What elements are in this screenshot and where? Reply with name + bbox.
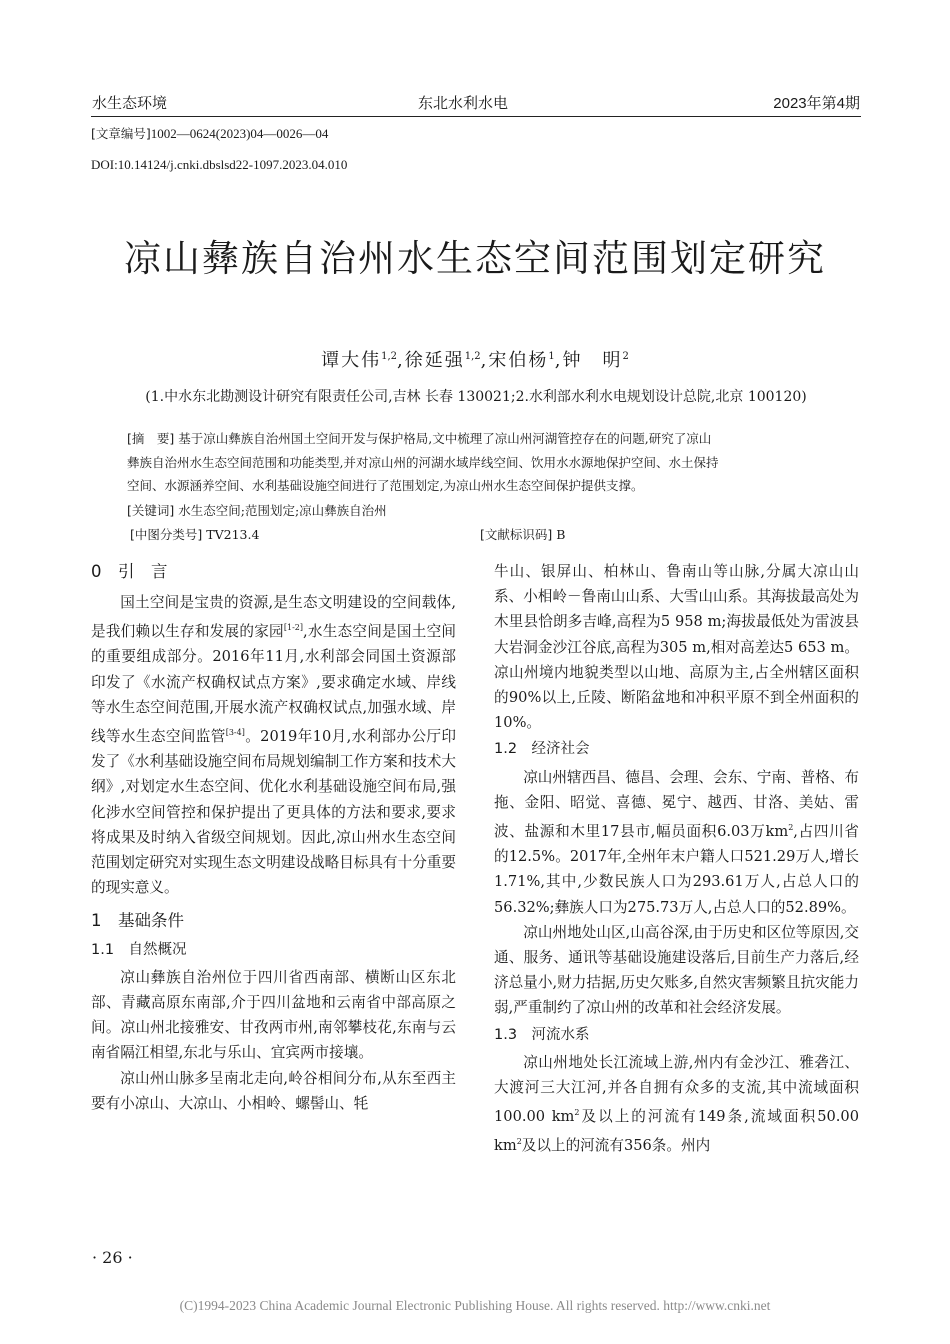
subsection-heading: 1.2 经济社会 (494, 741, 590, 758)
journal-name: 东北水利水电 (418, 95, 509, 112)
author-name: 谭大伟 (321, 350, 382, 371)
paragraph: 凉山州辖西昌、德昌、会理、会东、宁南、普格、布拖、金阳、昭觉、喜德、冕宁、越西、甘洛、美姑、雷波、盐源和木里17县市,幅员面积6.03万$km^2$,占四川省的12.5%。2017年,全州年末户籍人口521.29万人,增长1.71%,其中,少数民族人口为293.61万人,占总人口的56.32%;彝族人口为275.73万人,占总人口的52.89%。 (494, 768, 859, 916)
abstract (127, 427, 827, 498)
keywords-label: [关键词] (127, 503, 175, 518)
header-rule (91, 116, 861, 117)
author-affil-mark: 2 (622, 351, 629, 362)
author-name: 宋伯杨 (488, 350, 549, 371)
clc-label: [中图分类号] (130, 527, 203, 542)
journal-section: 水生态环境 (92, 95, 168, 112)
article-number-label: [文章编号] (91, 126, 151, 141)
abstract-label: [摘 要] (127, 431, 175, 446)
author-affil-mark: 1,2 (381, 351, 398, 362)
keywords-text: 水生态空间;范围划定;凉山彝族自治州 (178, 503, 387, 518)
keywords (127, 499, 827, 523)
doc-code-value: B (556, 527, 566, 542)
citation: [1-2] (283, 623, 303, 633)
doi: DOI:10.14124/j.cnki.dbslsd22-1097.2023.04.010 (91, 157, 348, 172)
paragraph: 国土空间是宝贵的资源,是生态文明建设的空间载体,是我们赖以生存和发展的家园[1-2],水生态空间是国土空间的重要组成部分。2016年11月,水利部会同国土资源部印发了《水流产权确权试点方案》,要求确定水域、岸线等水生态空间范围,开展水流产权确权试点,加强水域、岸线等水生态空间监管[3-4]。2019年10月,水利部办公厅印发了《水利基础设施空间布局规划编制工作方案和技术大纲》,对划定水生态空间、优化水利基础设施空间布局,强化涉水空间管控和保护提出了更具体的方法和要求,要求将成果及时纳入省级空间规划。因此,凉山州水生态空间范围划定研究对实现生态文明建设战略目标具有十分重要的现实意义。 (91, 594, 456, 897)
doc-code (480, 523, 780, 547)
paper-title: 凉山彝族自治州水生态空间范围划定研究 (124, 237, 826, 280)
doc-code-label: [文献标识码] (480, 527, 553, 542)
author-affil-mark: 1 (548, 351, 555, 362)
copyright-notice: (C)1994-2023 China Academic Journal Electronic Publishing House. All rights reserved. http://www.cnki.net (179, 1298, 771, 1313)
paragraph: 凉山州山脉多呈南北走向,岭谷相间分布,从东至西主要有小凉山、大凉山、小相岭、螺髻山、牦 (91, 1069, 456, 1112)
affiliation: (1.中水东北勘测设计研究有限责任公司,吉林 长春 130021;2.水利部水利水电规划设计总院,北京 100120) (145, 389, 807, 405)
author-name: 钟 明 (562, 350, 623, 371)
citation: [3-4] (225, 728, 245, 738)
section-heading: 1 基础条件 (91, 911, 184, 931)
section-heading: 0 引 言 (91, 562, 168, 581)
subsection-heading: 1.3 河流水系 (494, 1026, 590, 1043)
abstract-line: 彝族自治州水生态空间范围和功能类型,并对凉山州的河湖水域岸线空间、饮用水水源地保护空间、水土保持 (127, 454, 719, 470)
article-number (91, 124, 328, 142)
left-column (91, 559, 456, 1116)
paragraph: 凉山彝族自治州位于四川省西南部、横断山区东北部、青藏高原东南部,介于四川盆地和云南省中部高原之间。凉山州北接雅安、甘孜两市州,南邻攀枝花,东南与云南省隔江相望,东北与乐山、宜宾两市接壤。 (91, 968, 456, 1062)
author-name: 徐延强 (404, 350, 465, 371)
author-affil-mark: 1,2 (464, 351, 481, 362)
page-number: · 26 · (92, 1248, 133, 1267)
author-list: 谭大伟$^{1,2}$,徐延强$^{1,2}$,宋伯杨$^1$,钟 明$^2$ (321, 350, 629, 371)
clc-value: TV213.4 (206, 527, 260, 542)
right-column (494, 559, 859, 1158)
article-number-value: 1002—0624(2023)04—0026—04 (150, 126, 329, 141)
subsection-heading: 1.1 自然概况 (91, 941, 187, 958)
paragraph: 凉山州地处长江流域上游,州内有金沙江、雅砻江、大渡河三大江河,并各自拥有众多的支流,其中流域面积100.00 $km^2$及以上的河流有149条,流域面积50.00 $km^2$及以上的河流有356条。州内 (494, 1053, 860, 1155)
paragraph: 牛山、银屏山、柏林山、鲁南山等山脉,分属大凉山山系、小相岭－鲁南山山系、大雪山山系。其海拔最高处为木里县恰朗多吉峰,高程为5 958 m;海拔最低处为雷波县大岩洞金沙江谷底,高程为305 m,相对高差达5 653 m。凉山州境内地貌类型以山地、高原为主,占全州辖区面积的90%以上,丘陵、断陷盆地和冲积平原不到全州面积的10%。 (494, 563, 859, 732)
journal-issue: 2023年第4期 (773, 95, 860, 112)
abstract-line: 空间、水源涵养空间、水利基础设施空间进行了范围划定,为凉山州水生态空间保护提供支撑。 (127, 478, 644, 493)
abstract-line: [摘 要] 基于凉山彝族自治州国土空间开发与保护格局,文中梳理了凉山州河湖管控存在的问题,研究了凉山 (127, 431, 712, 446)
paragraph: 凉山州地处山区,山高谷深,由于历史和区位等原因,交通、服务、通讯等基础设施建设落后,目前生产力落后,经济总量小,财力拮据,历史欠账多,自然灾害频繁且抗灾能力弱,严重制约了凉山州的改革和社会经济发展。 (494, 923, 859, 1017)
